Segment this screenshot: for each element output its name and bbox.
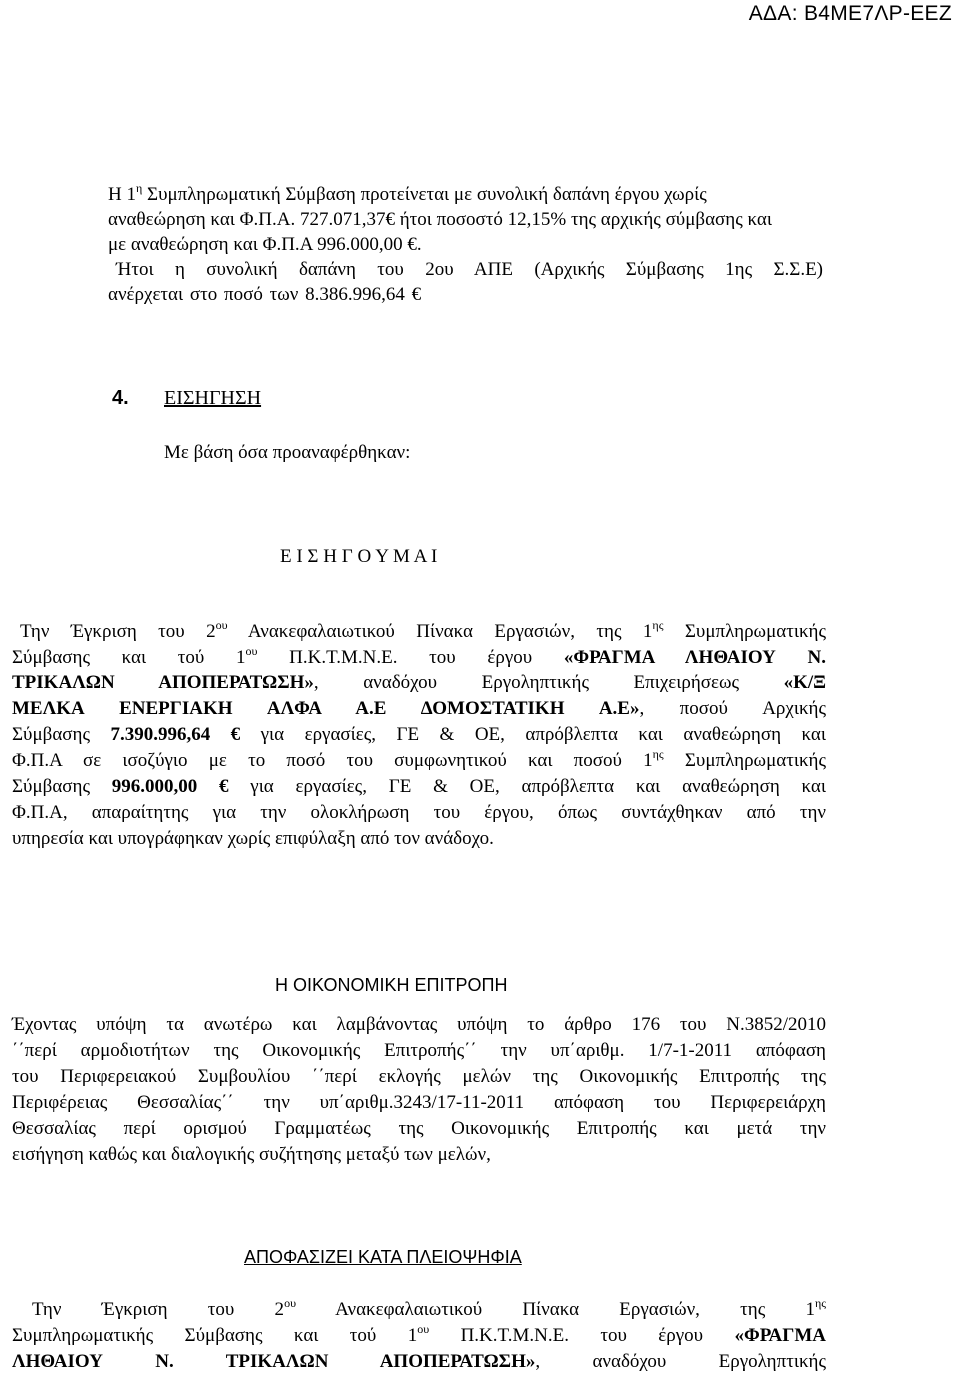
proposal-line-1: Την Έγκριση του $2^{o\upsilon}$ Ανακεφαλαιωτικού Πίνακα Εργασιών, της $1^{\eta\varsigma}$ Συμπληρωματικής [20, 618, 826, 642]
ada-code: ΑΔΑ: Β4ΜΕ7ΛΡ-ΕΕΖ [748, 2, 952, 25]
section-number: 4. [112, 387, 129, 409]
committee-title: Η ΟΙΚΟΝΟΜΙΚΗ ΕΠΙΤΡΟΠΗ [275, 975, 508, 995]
committee-line-2: ΄΄περί αρμοδιοτήτων της Οικονομικής Επιτροπής΄΄ την υπ΄αριθμ. 1/7-1-2011 απόφαση [12, 1040, 826, 1061]
committee-line-5: Θεσσαλίας περί ορισμού Γραμματέως της Οικονομικής Επιτροπής και μετά την [12, 1118, 826, 1139]
proposal-line-4: ΜΕΛΚΑ ΕΝΕΡΓΙΑΚΗ ΑΛΦΑ Α.Ε ΔΟΜΟΣΤΑΤΙΚΗ Α.Ε», ποσού Αρχικής [12, 698, 826, 719]
decision-line-2: Συμπληρωματικής Σύμβασης και τού $1^{o\upsilon}$ Π.Κ.Τ.Μ.Ν.Ε. του έργου «ΦΡΑΓΜΑ [12, 1322, 826, 1346]
committee-line-6: εισήγηση καθώς και διαλογικής συζήτησης μεταξύ των μελών, [12, 1144, 491, 1165]
eisigoumai-heading: Ε Ι Σ Η Γ Ο Υ Μ Α Ι [280, 546, 438, 567]
proposal-line-3: ΤΡΙΚΑΛΩΝ ΑΠΟΠΕΡΑΤΩΣΗ», αναδόχου Εργοληπτικής Επιχειρήσεως «Κ/Ξ [12, 672, 826, 693]
proposal-line-5: Σύμβασης 7.390.996,64 € για εργασίες, ΓΕ & ΟΕ, απρόβλεπτα και αναθεώρηση και [12, 724, 826, 745]
decision-title: ΑΠΟΦΑΣΙΖΕΙ ΚΑΤΑ ΠΛΕΙΟΨΗΦΙΑ [244, 1247, 522, 1267]
section-lead: Με βάση όσα προαναφέρθηκαν: [164, 442, 411, 463]
intro-line-5: ανέρχεται στο ποσό των 8.386.996,64 € [108, 284, 422, 305]
committee-line-4: Περιφέρειας Θεσσαλίας΄΄ την υπ΄αριθμ.3243/17-11-2011 απόφαση του Περιφερειάρχη [12, 1092, 826, 1113]
proposal-line-9: υπηρεσία και υπογράφηκαν χωρίς επιφύλαξη από τον ανάδοχο. [12, 828, 494, 849]
committee-line-3: του Περιφερειακού Συμβουλίου ΄΄περί εκλογής μελών της Οικονομικής Επιτροπής της [12, 1066, 826, 1087]
proposal-line-6: Φ.Π.Α σε ισοζύγιο με το ποσό του συμφωνητικού και ποσού $1^{\eta\varsigma}$ Συμπληρωματικής [12, 747, 826, 771]
intro-line-4: Ήτοι η συνολική δαπάνη του 2ου ΑΠΕ (Αρχικής Σύμβασης 1ης Σ.Σ.Ε) [116, 259, 823, 280]
intro-line-1: Η $1^\eta$ Συμπληρωματική Σύμβαση προτείνεται με συνολική δαπάνη έργου χωρίς [108, 181, 707, 205]
proposal-line-2: Σύμβασης και τού $1^{o\upsilon}$ Π.Κ.Τ.Μ.Ν.Ε. του έργου «ΦΡΑΓΜΑ ΛΗΘΑΙΟΥ Ν. [12, 644, 826, 668]
section-title: ΕΙΣΗΓΗΣΗ [164, 387, 262, 409]
decision-line-1: Την Έγκριση του $2^{o\upsilon}$ Ανακεφαλαιωτικού Πίνακα Εργασιών, της $1^{\eta\varsigma}$ [32, 1296, 826, 1320]
proposal-line-7: Σύμβασης 996.000,00 € για εργασίες, ΓΕ & ΟΕ, απρόβλεπτα και αναθεώρηση και [12, 776, 826, 797]
proposal-line-8: Φ.Π.Α, απαραίτητης για την ολοκλήρωση του έργου, όπως συντάχθηκαν από την [12, 802, 826, 823]
intro-line-2: αναθεώρηση και Φ.Π.Α. 727.071,37€ ήτοι ποσοστό 12,15% της αρχικής σύμβασης και [108, 209, 772, 230]
intro-line-3: με αναθεώρηση και Φ.Π.Α 996.000,00 €. [108, 234, 422, 255]
committee-line-1: Έχοντας υπόψη τα ανωτέρω και λαμβάνοντας υπόψη το άρθρο 176 του Ν.3852/2010 [12, 1014, 826, 1035]
decision-line-3: ΛΗΘΑΙΟΥ Ν. ΤΡΙΚΑΛΩΝ ΑΠΟΠΕΡΑΤΩΣΗ», αναδόχου Εργοληπτικής [12, 1351, 826, 1372]
